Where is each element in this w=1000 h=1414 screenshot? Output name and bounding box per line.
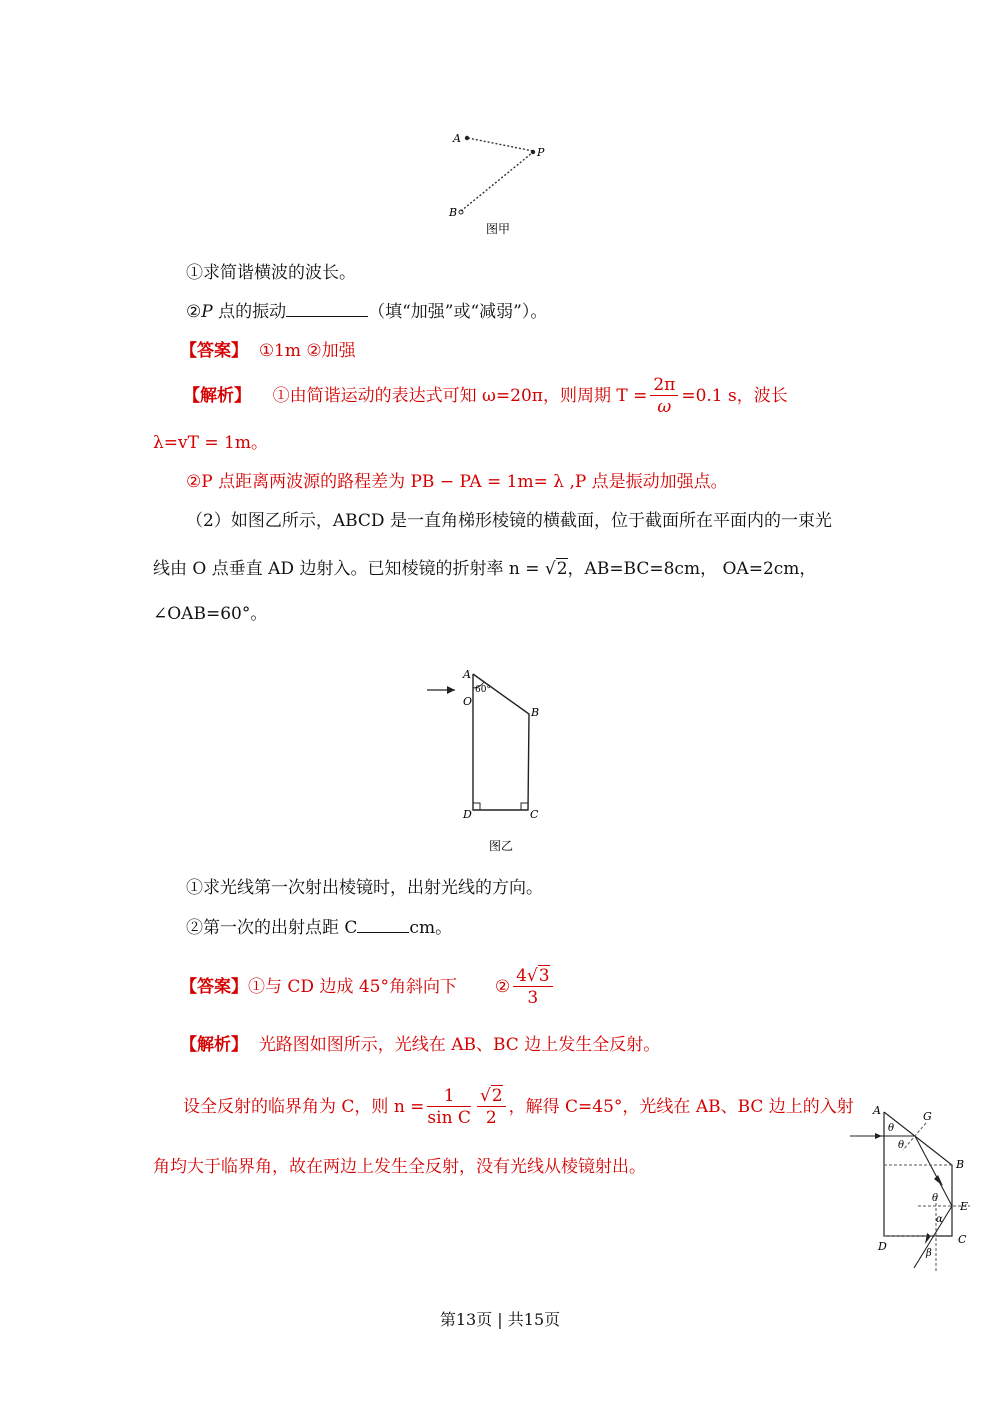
page-footer: 第13页 | 共15页	[439, 1310, 561, 1329]
answer-text: ①1m ②加强	[258, 341, 356, 361]
label-g: G	[923, 1110, 932, 1123]
analysis-text-b: =0.1 s，波长	[681, 386, 788, 406]
figure-caption: 图乙	[489, 839, 514, 853]
point-p	[531, 150, 535, 154]
fraction-numerator: 4√3	[513, 966, 553, 987]
fraction-denominator: sin C	[427, 1107, 471, 1128]
q2-answer	[180, 963, 556, 1011]
q2-intro-line3: ∠OAB=60°。	[153, 604, 268, 624]
analysis-text-a: 设全反射的临界角为 C，则 n =	[183, 1097, 425, 1117]
answer-blank	[357, 916, 409, 933]
label-b: B	[449, 206, 458, 219]
q1-item2	[186, 300, 547, 324]
fraction-denominator: 2	[485, 1107, 497, 1128]
analysis-text: 光路图如图所示，光线在 AB、BC 边上发生全反射。	[258, 1035, 661, 1055]
figure-jia	[435, 125, 555, 240]
q2-analysis-line3: 角均大于临界角，故在两边上发生全反射，没有光线从棱镜射出。	[153, 1157, 646, 1177]
label-beta: β	[926, 1248, 932, 1259]
label-d: D	[463, 808, 472, 821]
label-c: C	[530, 808, 539, 821]
ray-exit	[914, 1206, 952, 1268]
q2-item2-text: ②第一次的出射点距 C	[186, 918, 358, 938]
q1-item2-var: P	[201, 302, 213, 322]
intro-text-b: ，AB=BC=8cm， OA=2cm，	[567, 559, 817, 579]
q1-item1: ①求简谐横波的波长。	[186, 263, 356, 283]
analysis-text-b: ，解得 C=45°，光线在 AB、BC 边上的入射	[508, 1097, 854, 1117]
q1-analysis-line1	[183, 373, 788, 419]
critical-fraction-2	[477, 1086, 506, 1129]
arrow-head	[934, 1175, 943, 1186]
fraction-denominator: ω	[657, 396, 672, 417]
numerator-sqrt: 3	[538, 965, 550, 986]
figure-caption: 图甲	[486, 222, 511, 236]
wave-path-ap	[468, 138, 533, 151]
label-theta-2: θ	[898, 1140, 905, 1151]
arrow-head	[875, 1133, 882, 1139]
answer-1: ①与 CD 边成 45°角斜向下	[248, 977, 457, 997]
q2-intro-line1: （2）如图乙所示，ABCD 是一直角梯形棱镜的横截面，位于截面所在平面内的一束光	[186, 511, 832, 531]
label-a: A	[873, 1104, 881, 1117]
label-o: O	[463, 695, 473, 708]
answer-2-num: ②	[494, 977, 511, 997]
q1-item2-text: 点的振动	[212, 302, 287, 322]
right-angle-c	[521, 803, 528, 810]
label-b: B	[531, 706, 540, 719]
critical-fraction-1	[427, 1086, 471, 1129]
figure-light-path	[848, 1098, 980, 1278]
wave-path-bp	[461, 153, 532, 211]
intro-text-a: 线由 O 点垂直 AD 边射入。已知棱镜的折射率 n =	[153, 559, 540, 579]
fraction-numerator: 2π	[650, 375, 678, 396]
label-alpha: α	[936, 1214, 943, 1225]
q2-item2	[186, 916, 452, 940]
analysis-label: 【解析】	[183, 386, 251, 406]
right-angle-d	[473, 803, 480, 810]
label-d: D	[878, 1240, 887, 1253]
label-c: C	[958, 1233, 967, 1246]
label-a: A	[453, 132, 461, 145]
answer-label: 【答案】	[180, 977, 248, 997]
label-p: P	[537, 146, 545, 159]
numerator-coef: 4	[516, 965, 527, 986]
q2-item2-unit: cm。	[409, 918, 453, 938]
label-angle: 60°	[475, 685, 491, 695]
q1-analysis-line3: ②P 点距离两波源的路程差为 PB − PA = 1m= λ ,P 点是振动加强点。	[186, 472, 728, 492]
q1-item2-num: ②	[186, 302, 202, 322]
label-theta-1: θ	[888, 1123, 895, 1134]
q2-analysis-line1	[180, 1033, 660, 1057]
fraction-denominator: 3	[527, 987, 539, 1008]
analysis-text-a: ①由简谐运动的表达式可知 ω=20π，则周期 T =	[272, 386, 648, 406]
numerator-sqrt: 2	[491, 1085, 503, 1106]
fraction-numerator: 1	[427, 1086, 471, 1107]
point-a	[465, 136, 469, 140]
q2-item1: ①求光线第一次射出棱镜时，出射光线的方向。	[186, 878, 543, 898]
q1-answer	[180, 339, 356, 363]
answer-2-fraction	[513, 966, 553, 1009]
label-theta-3: θ	[932, 1193, 939, 1204]
q2-analysis-line2	[183, 1083, 854, 1131]
arrow-head	[447, 686, 455, 694]
period-fraction	[650, 375, 678, 418]
answer-blank	[286, 300, 368, 317]
label-e: E	[960, 1200, 969, 1213]
label-a: A	[463, 668, 471, 681]
sqrt-value: 2	[556, 559, 568, 579]
label-b: B	[956, 1158, 965, 1171]
fraction-numerator: √2	[477, 1086, 506, 1107]
figure-yi	[425, 662, 560, 857]
answer-label: 【答案】	[180, 341, 248, 361]
analysis-label: 【解析】	[180, 1035, 248, 1055]
q2-intro-line2: 线由 O 点垂直 AD 边射入。已知棱镜的折射率 n = √2，AB=BC=8cm， OA=2cm，	[153, 559, 817, 579]
q1-item2-hint: （填“加强”或“减弱”）。	[368, 302, 548, 322]
q1-analysis-line2: λ=vT = 1m。	[153, 433, 268, 453]
